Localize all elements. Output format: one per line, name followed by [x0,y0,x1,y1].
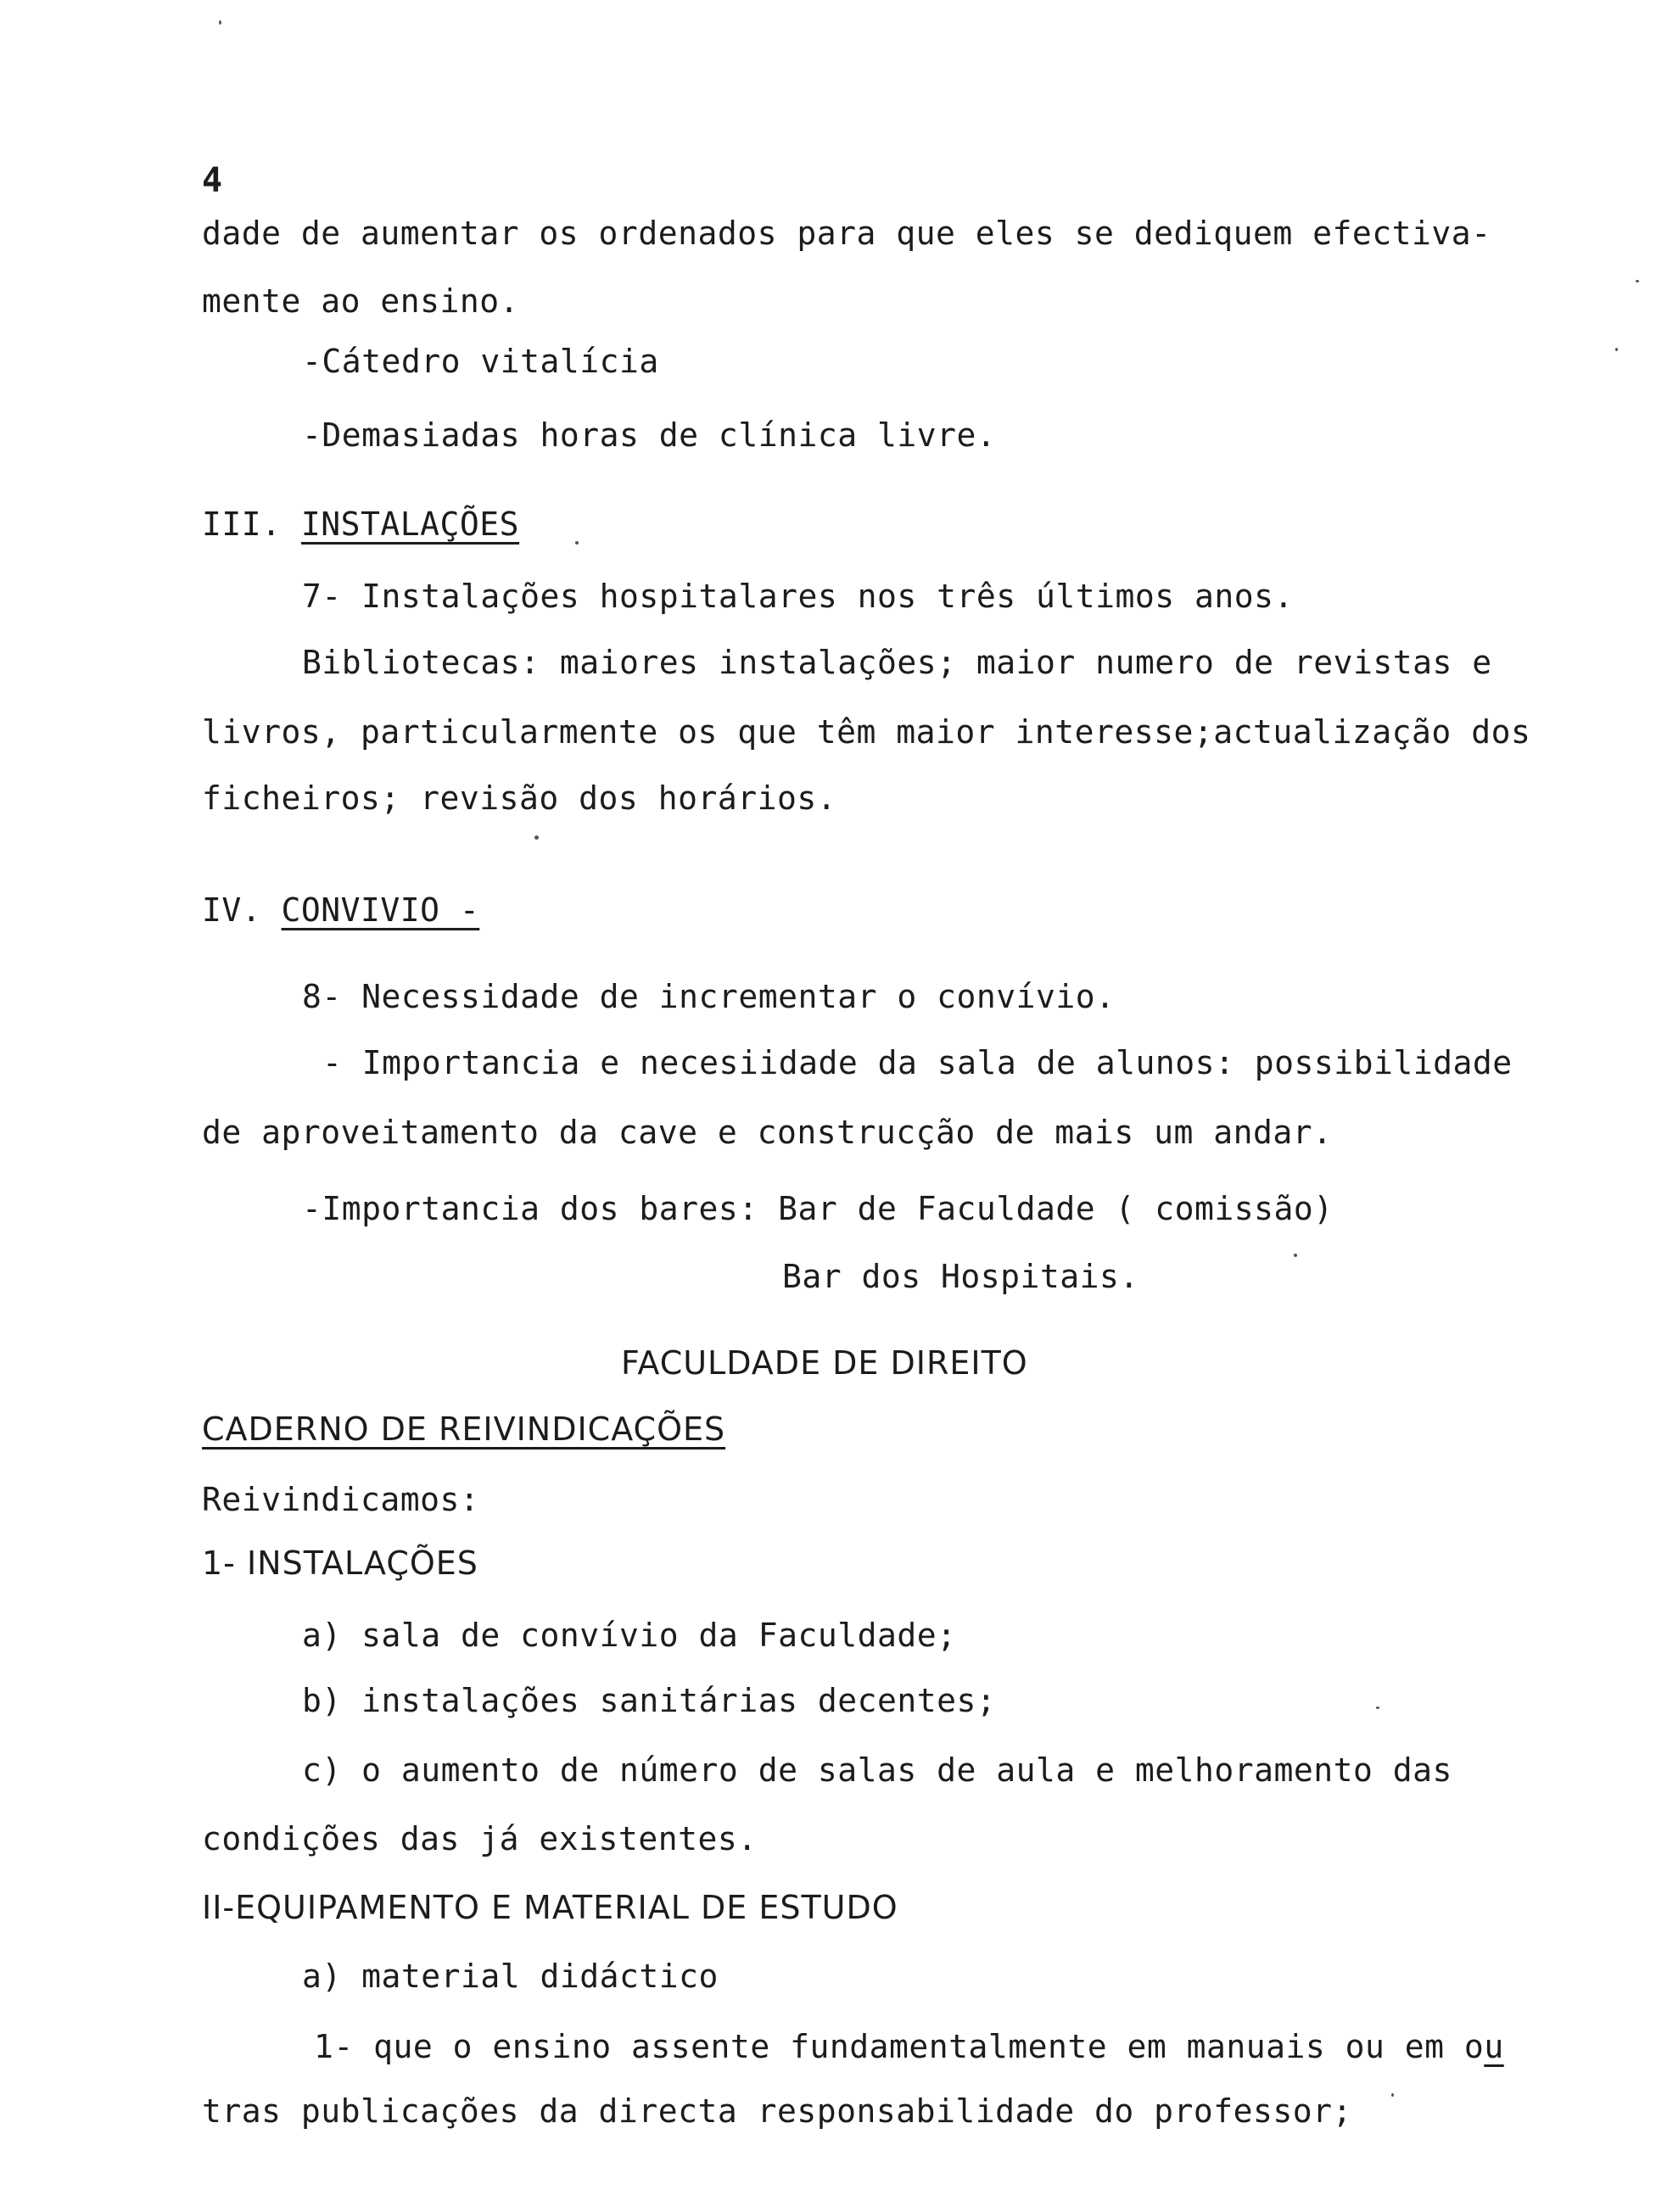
section-number-iv: IV. [202,891,262,929]
scan-speck [575,541,579,545]
caderno-heading: CADERNO DE REIVINDICAÇÕES [202,1410,726,1448]
scan-speck [1294,1254,1297,1257]
text-line-12: - Importancia e necesiidade da sala de alunos: possibilidade [322,1044,1513,1081]
text-line-26 [314,2027,1504,2066]
scan-speck [1376,1706,1379,1709]
text-line-20: a) sala de convívio da Faculdade; [302,1617,957,1654]
text-line-7: Bibliotecas: maiores instalações; maior numero de revistas e [302,644,1492,681]
text-line-21: b) instalações sanitárias decentes; [302,1682,997,1719]
text-line-25: a) material didáctico [302,1958,719,1995]
scan-speck [1636,280,1639,282]
scan-speck [219,20,221,25]
text-line-9: ficheiros; revisão dos horários. [202,779,837,817]
text-line-23: condições das já existentes. [202,1820,758,1857]
item-heading-instalacoes: 1- INSTALAÇÕES [202,1544,478,1582]
section-title-instalacoes: INSTALAÇÕES [300,506,520,543]
section-heading-iv [202,891,479,930]
text-line-2: mente ao ensino. [202,282,520,320]
text-line-6: 7- Instalações hospitalares nos três últimos anos. [302,578,1294,615]
text-line-13: de aproveitamento da cave e construcção de mais um andar. [202,1114,1333,1151]
text-line-1: dade de aumentar os ordenados para que eles se dediquem efectiva- [202,215,1491,252]
scan-speck [534,835,539,840]
text-line-8: livros, particularmente os que têm maior interesse;actualização dos [202,713,1531,751]
page-number: 4 [202,161,223,200]
text-line-27: tras publicações da directa responsabilidade do professor; [202,2092,1352,2130]
section-heading-iii [202,505,519,544]
faculty-heading: FACULDADE DE DIREITO [621,1344,1028,1382]
text-line-4: -Demasiadas horas de clínica livre. [302,416,997,454]
text-line-22: c) o aumento de número de salas de aula e melhoramento das [302,1751,1452,1789]
text-line-18: Reivindicamos: [202,1481,480,1518]
text-line-11: 8- Necessidade de incrementar o convívio. [302,978,1116,1015]
section-title-convivio: CONVIVIO - [281,891,480,929]
text-line-26-underlined: u [1484,2028,1504,2065]
text-line-14: -Importancia dos bares: Bar de Faculdade ( comissão) [302,1190,1334,1227]
text-line-26-main: 1- que o ensino assente fundamentalmente em manuais ou em o [314,2028,1485,2065]
equipment-heading: II-EQUIPAMENTO E MATERIAL DE ESTUDO [202,1889,898,1926]
text-line-15: Bar dos Hospitais. [782,1258,1139,1295]
section-number-iii: III. [202,506,282,543]
scan-speck [1391,2093,1394,2097]
scan-speck [1615,348,1618,351]
text-line-3: -Cátedro vitalícia [302,343,659,380]
